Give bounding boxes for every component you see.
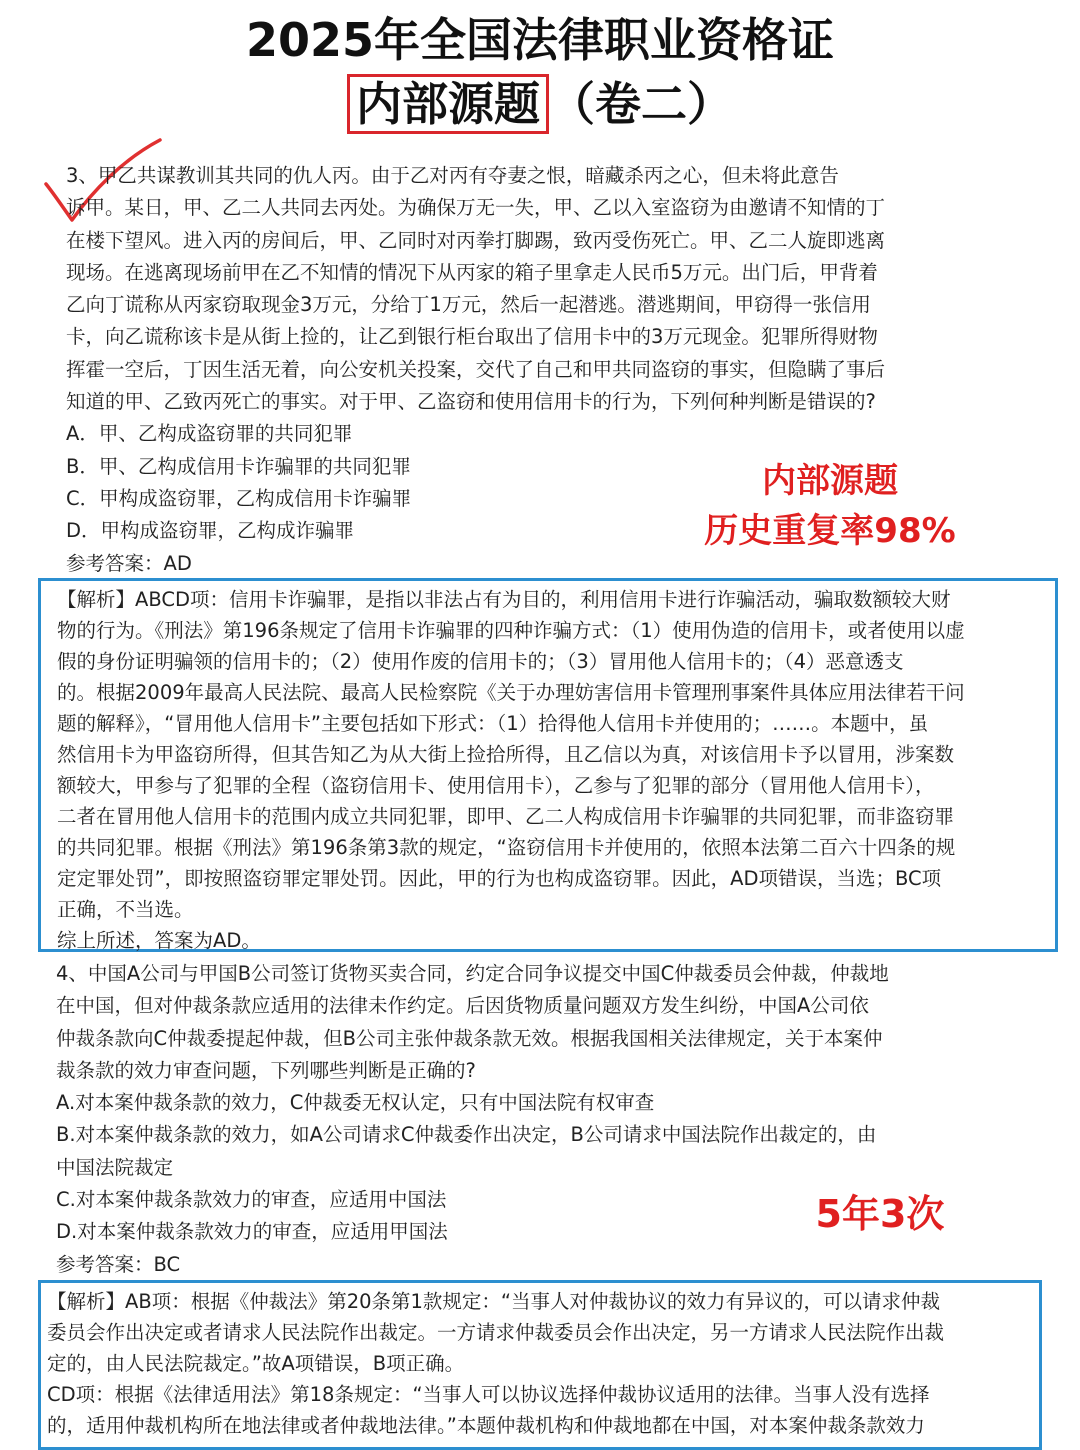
analysis-line: 委员会作出决定或者请求人民法院作出裁定。一方请求仲裁委员会作出决定，另一方请求人民法院作出裁 (47, 1321, 945, 1344)
analysis-line: 【解析】ABCD项：信用卡诈骗罪，是指以非法占有为目的，利用信用卡进行诈骗活动，骗取数额较大财 (57, 588, 951, 611)
analysis-line: 综上所述，答案为AD。 (57, 929, 261, 952)
analysis-line: 定定罪处罚”，即按照盗窃罪定罪处罚。因此，甲的行为也构成盗窃罪。因此，AD项错误，当选；BC项 (57, 867, 942, 890)
analysis-line: 定的，由人民法院裁定。”故A项错误，B项正确。 (47, 1352, 465, 1375)
analysis-line: 题的解释》，“冒用他人信用卡”主要包括如下形式：（1）拾得他人信用卡并使用的；……。本题中，虽 (57, 712, 929, 735)
q3-line: 在楼下望风。进入丙的房间后，甲、乙同时对丙拳打脚踢，致丙受伤死亡。甲、乙二人旋即逃离 (66, 228, 886, 252)
q3-line: 知道的甲、乙致丙死亡的事实。对于甲、乙盗窃和使用信用卡的行为，下列何种判断是错误的? (66, 390, 876, 414)
q4-answer: 参考答案：BC (56, 1252, 181, 1276)
q4-option-b-cont: 中国法院裁定 (56, 1155, 174, 1179)
analysis-line: 假的身份证明骗领的信用卡的；（2）使用作废的信用卡的；（3）冒用他人信用卡的；（4）恶意透支 (57, 650, 904, 673)
q3-line: 乙向丁谎称从丙家窃取现金3万元，分给丁1万元，然后一起潜逃。潜逃期间，甲窃得一张信用 (66, 293, 871, 317)
analysis-line: 的共同犯罪。根据《刑法》第196条第3款的规定，“盗窃信用卡并使用的，依照本法第二百六十四条的规 (57, 836, 956, 859)
analysis-line: 物的行为。《刑法》第196条规定了信用卡诈骗罪的四种诈骗方式：（1）使用伪造的信用卡，或者使用以虚 (57, 619, 965, 642)
analysis-line: CD项：根据《法律适用法》第18条规定：“当事人可以协议选择仲裁协议适用的法律。当事人没有选择 (47, 1383, 930, 1406)
q4-option-d: D.对本案仲裁条款效力的审查，应适用甲国法 (56, 1220, 448, 1244)
q4-option-c: C.对本案仲裁条款效力的审查，应适用中国法 (56, 1188, 447, 1212)
badge-frequency: 5年3次 (815, 1192, 945, 1236)
q4-option-b: B.对本案仲裁条款的效力，如A公司请求C仲裁委作出决定，B公司请求中国法院作出裁定的，由 (56, 1123, 877, 1147)
q3-line: 诉甲。某日，甲、乙二人共同去丙处。为确保万无一失，甲、乙以入室盗窃为由邀请不知情的丁 (66, 196, 886, 220)
q3-line: 挥霍一空后，丁因生活无着，向公安机关投案，交代了自己和甲共同盗窃的事实，但隐瞒了事后 (66, 357, 886, 381)
page-subtitle (0, 74, 1080, 138)
q3-answer: 参考答案：AD (66, 551, 192, 575)
q4-line: 裁条款的效力审查问题，下列哪些判断是正确的? (56, 1058, 476, 1082)
analysis-line: 额较大，甲参与了犯罪的全程（盗窃信用卡、使用信用卡），乙参与了犯罪的部分（冒用他人信用卡）， (57, 774, 935, 797)
analysis-line: 的。根据2009年最高人民法院、最高人民检察院《关于办理妨害信用卡管理刑事案件具体应用法律若干问 (57, 681, 965, 704)
q3-option-d: D．甲构成盗窃罪，乙构成诈骗罪 (66, 519, 355, 543)
badge-repeat-rate: 历史重复率98% (704, 511, 956, 551)
q3-option-a: A．甲、乙构成盗窃罪的共同犯罪 (66, 422, 353, 446)
q4-line: 仲裁条款向C仲裁委提起仲裁，但B公司主张仲裁条款无效。根据我国相关法律规定，关于本案仲 (56, 1026, 883, 1050)
analysis-line: 然信用卡为甲盗窃所得，但其告知乙为从大街上捡拾所得，且乙信以为真，对该信用卡予以冒用，涉案数 (57, 743, 955, 766)
title-suffix: （卷二） (549, 77, 733, 131)
q4-analysis-box (38, 1280, 1042, 1450)
q3-line: 卡，向乙谎称该卡是从街上捡的，让乙到银行柜台取出了信用卡中的3万元现金。犯罪所得财物 (66, 325, 878, 349)
q3-option-c: C．甲构成盗窃罪，乙构成信用卡诈骗罪 (66, 486, 412, 510)
q3-option-b: B．甲、乙构成信用卡诈骗罪的共同犯罪 (66, 454, 411, 478)
page-title: 2025年全国法律职业资格证 (245, 13, 835, 67)
q4-line: 在中国，但对仲裁条款应适用的法律未作约定。后因货物质量问题双方发生纠纷，中国A公司依 (56, 994, 869, 1018)
q4-line: 4、中国A公司与甲国B公司签订货物买卖合同，约定合同争议提交中国C仲裁委员会仲裁，仲裁地 (56, 962, 889, 985)
analysis-line: 的，适用仲裁机构所在地法律或者仲裁地法律。”本题仲裁机构和仲裁地都在中国，对本案仲裁条款效力 (47, 1414, 925, 1437)
badge-internal-source: 内部源题 (762, 461, 898, 501)
analysis-line: 【解析】AB项：根据《仲裁法》第20条第1款规定：“当事人对仲裁协议的效力有异议的，可以请求仲裁 (47, 1290, 941, 1313)
title-boxed-label: 内部源题 (347, 74, 549, 134)
q3-line: 现场。在逃离现场前甲在乙不知情的情况下从丙家的箱子里拿走人民币5万元。出门后，甲背着 (66, 260, 878, 284)
q3-analysis-box (38, 578, 1058, 952)
analysis-line: 二者在冒用他人信用卡的范围内成立共同犯罪，即甲、乙二人构成信用卡诈骗罪的共同犯罪，而非盗窃罪 (57, 805, 955, 828)
q3-line: 3、甲乙共谋教训其共同的仇人丙。由于乙对丙有夺妻之恨，暗藏杀丙之心，但未将此意告 (66, 164, 839, 187)
q4-option-a: A.对本案仲裁条款的效力，C仲裁委无权认定，只有中国法院有权审查 (56, 1091, 655, 1115)
analysis-line: 正确，不当选。 (57, 898, 194, 921)
